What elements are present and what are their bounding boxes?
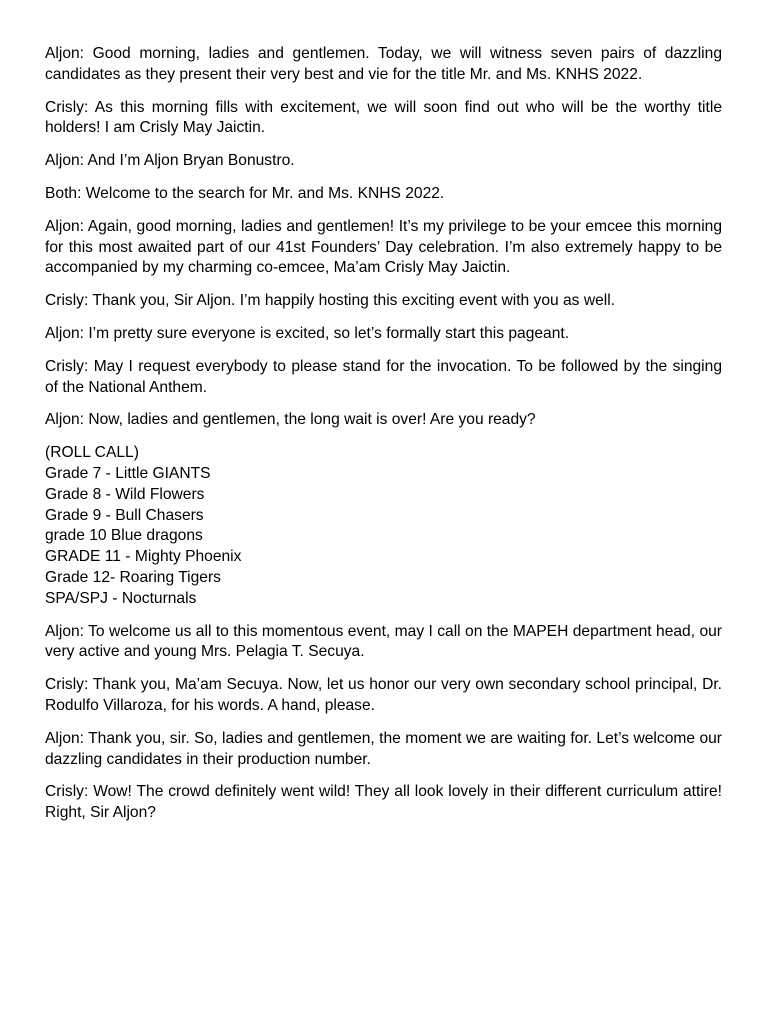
roll-call-heading: (ROLL CALL) <box>45 444 139 462</box>
roll-call-entry: Grade 9 - Bull Chasers <box>45 506 204 524</box>
script-paragraph-5: Aljon: Again, good morning, ladies and gentlemen! It’s my privilege to be your emcee this morning for this most awaited part of our 41st Founders’ Day celebration. I’m also extremely happy to be accompanied by my charming co-emcee, Ma’am Crisly May Jaictin. <box>45 217 722 277</box>
script-paragraph-1: Aljon: Good morning, ladies and gentlemen. Today, we will witness seven pairs of dazzling candidates as they present their very best and vie for the title Mr. and Ms. KNHS 2022. <box>45 45 722 83</box>
roll-call-list <box>45 443 722 609</box>
script-paragraph-11: Crisly: Thank you, Ma’am Secuya. Now, let us honor our very own secondary school principal, Dr. Rodulfo Villaroza, for his words. A hand, please. <box>45 676 722 714</box>
script-paragraph-6: Crisly: Thank you, Sir Aljon. I’m happily hosting this exciting event with you as well. <box>45 292 616 310</box>
script-paragraph-12: Aljon: Thank you, sir. So, ladies and gentlemen, the moment we are waiting for. Let’s welcome our dazzling candidates in their production number. <box>45 729 722 768</box>
script-paragraph-8: Crisly: May I request everybody to please stand for the invocation. To be followed by the singing of the National Anthem. <box>45 357 722 396</box>
document-page <box>45 44 722 836</box>
roll-call-entry: Grade 8 - Wild Flowers <box>45 485 205 503</box>
roll-call-entry: Grade 12- Roaring Tigers <box>45 568 221 586</box>
roll-call-entry: GRADE 11 - Mighty Phoenix <box>45 548 242 566</box>
roll-call-entry: grade 10 Blue dragons <box>45 527 203 545</box>
roll-call-entry: Grade 7 - Little GIANTS <box>45 464 211 482</box>
script-paragraph-7: Aljon: I’m pretty sure everyone is excited, so let’s formally start this pageant. <box>45 324 570 342</box>
roll-call-entry: SPA/SPJ - Nocturnals <box>45 589 197 607</box>
script-paragraph-9: Aljon: Now, ladies and gentlemen, the long wait is over! Are you ready? <box>45 411 536 429</box>
script-paragraph-4: Both: Welcome to the search for Mr. and Ms. KNHS 2022. <box>45 184 445 202</box>
script-paragraph-13: Crisly: Wow! The crowd definitely went wild! They all look lovely in their different curriculum attire! Right, Sir Aljon? <box>45 783 722 822</box>
script-paragraph-2: Crisly: As this morning fills with excitement, we will soon find out who will be the worthy title holders! I am Crisly May Jaictin. <box>45 98 722 137</box>
script-paragraph-3: Aljon: And I’m Aljon Bryan Bonustro. <box>45 152 295 170</box>
script-paragraph-10: Aljon: To welcome us all to this momentous event, may I call on the MAPEH department head, our very active and young Mrs. Pelagia T. Secuya. <box>45 622 722 661</box>
